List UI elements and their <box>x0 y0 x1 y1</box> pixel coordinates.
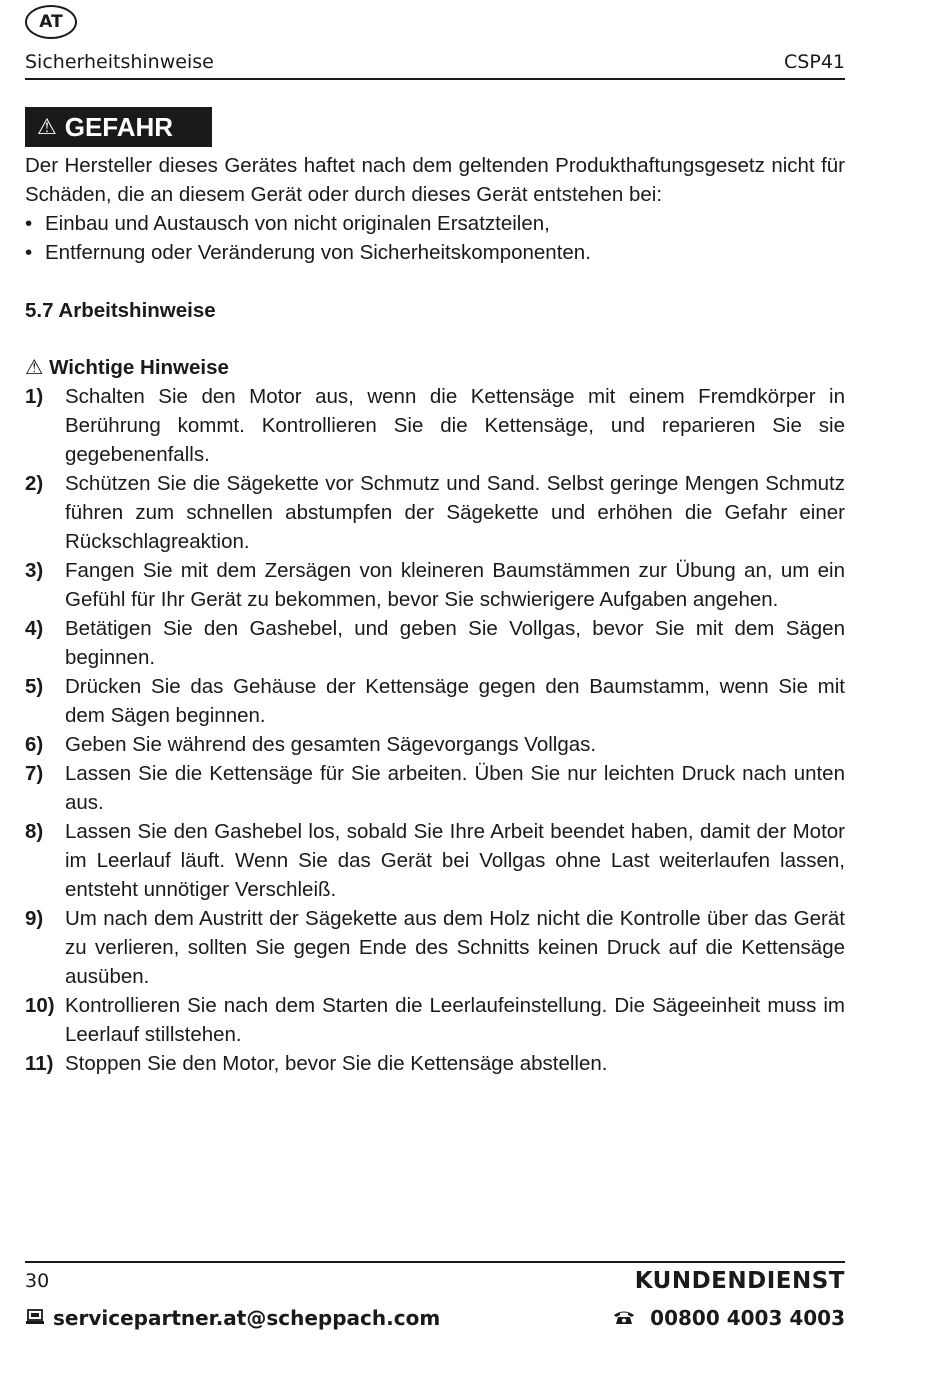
list-item <box>25 209 845 238</box>
footer-title: KUNDENDIENST <box>634 1268 845 1294</box>
list-item <box>25 1049 845 1078</box>
item-text: Geben Sie während des gesamten Sägevorgangs Vollgas. <box>65 733 597 756</box>
item-text: Lassen Sie den Gashebel los, sobald Sie Ihre Arbeit beendet haben, damit der Motor im Leerlauf läuft. Wenn Sie das Gerät bei Vollgas ohne Last weiterlaufen lassen, entsteht unnötiger Verschleiß. <box>65 820 845 901</box>
item-number: 6) <box>25 733 44 756</box>
bullet-icon: • <box>25 241 33 264</box>
bullet-icon: • <box>25 212 33 235</box>
footer-divider <box>25 1261 845 1263</box>
list-item <box>25 614 845 672</box>
email-link[interactable]: servicepartner.at@scheppach.com <box>53 1306 441 1330</box>
section-title: 5.7 Arbeitshinweise <box>25 299 216 322</box>
item-number: 4) <box>25 617 44 640</box>
subsection-title <box>25 353 229 382</box>
item-text: Drücken Sie das Gehäuse der Kettensäge gegen den Baumstamm, wenn Sie mit dem Sägen beginnen. <box>65 675 845 727</box>
list-item <box>25 991 845 1049</box>
laptop-icon <box>25 1306 45 1330</box>
item-number: 7) <box>25 762 44 785</box>
instruction-list <box>25 382 845 1078</box>
list-item <box>25 469 845 556</box>
phone-number[interactable]: 00800 4003 4003 <box>650 1306 845 1330</box>
danger-intro: Der Hersteller dieses Gerätes haftet nach dem geltenden Produkthaftungsgesetz nicht für Schäden, die an diesem Gerät oder durch dieses Gerät entstehen bei: <box>25 154 845 206</box>
list-item <box>25 672 845 730</box>
warning-triangle-icon: ⚠ <box>37 114 57 139</box>
list-item <box>25 382 845 469</box>
item-text: Stoppen Sie den Motor, bevor Sie die Kettensäge abstellen. <box>65 1052 608 1075</box>
item-text: Um nach dem Austritt der Sägekette aus dem Holz nicht die Kontrolle über das Gerät zu verlieren, sollten Sie gegen Ende des Schnitts keinen Druck auf die Kettensäge ausüben. <box>65 907 845 988</box>
item-number: 1) <box>25 385 44 408</box>
list-item <box>25 238 845 267</box>
item-number: 10) <box>25 994 55 1017</box>
item-number: 9) <box>25 907 44 930</box>
item-text: Schützen Sie die Sägekette vor Schmutz und Sand. Selbst geringe Mengen Schmutz führen zum schnellen abstumpfen der Sägekette und erhöhen die Gefahr einer Rückschlagreaktion. <box>65 472 845 553</box>
item-text: Schalten Sie den Motor aus, wenn die Kettensäge mit einem Fremdkörper in Berührung kommt. Kontrollieren Sie die Kettensäge, und reparieren Sie sie gegebenenfalls. <box>65 385 845 466</box>
item-number: 11) <box>25 1052 54 1075</box>
bullet-text: Entfernung oder Veränderung von Sicherheitskomponenten. <box>45 241 591 264</box>
danger-label <box>25 107 212 147</box>
list-item <box>25 817 845 904</box>
footer-phone <box>612 1306 845 1330</box>
danger-label-text: GEFAHR <box>64 111 174 142</box>
list-item <box>25 556 845 614</box>
phone-icon <box>612 1306 636 1330</box>
page-number: 30 <box>25 1270 50 1292</box>
subsection-title-text: Wichtige Hinweise <box>49 356 229 379</box>
item-text: Lassen Sie die Kettensäge für Sie arbeiten. Üben Sie nur leichten Druck nach unten aus. <box>65 762 845 814</box>
footer-email <box>25 1306 440 1330</box>
item-number: 5) <box>25 675 44 698</box>
list-item <box>25 904 845 991</box>
bullet-text: Einbau und Austausch von nicht originalen Ersatzteilen, <box>45 212 550 235</box>
country-badge: AT <box>25 5 77 39</box>
item-number: 8) <box>25 820 44 843</box>
danger-text <box>25 151 845 267</box>
header-divider <box>25 78 845 80</box>
item-text: Kontrollieren Sie nach dem Starten die Leerlaufeinstellung. Die Sägeeinheit muss im Leerlauf stillstehen. <box>65 994 845 1046</box>
item-number: 3) <box>25 559 44 582</box>
item-text: Fangen Sie mit dem Zersägen von kleineren Baumstämmen zur Übung an, um ein Gefühl für Ihr Gerät zu bekommen, bevor Sie schwierigere Aufgaben angehen. <box>65 559 845 611</box>
section-header: Sicherheitshinweise <box>25 51 214 73</box>
item-number: 2) <box>25 472 44 495</box>
item-text: Betätigen Sie den Gashebel, und geben Sie Vollgas, bevor Sie mit dem Sägen beginnen. <box>65 617 845 669</box>
list-item <box>25 759 845 817</box>
list-item <box>25 730 845 759</box>
warning-triangle-icon: ⚠ <box>25 356 44 379</box>
model-label: CSP41 <box>784 51 845 73</box>
